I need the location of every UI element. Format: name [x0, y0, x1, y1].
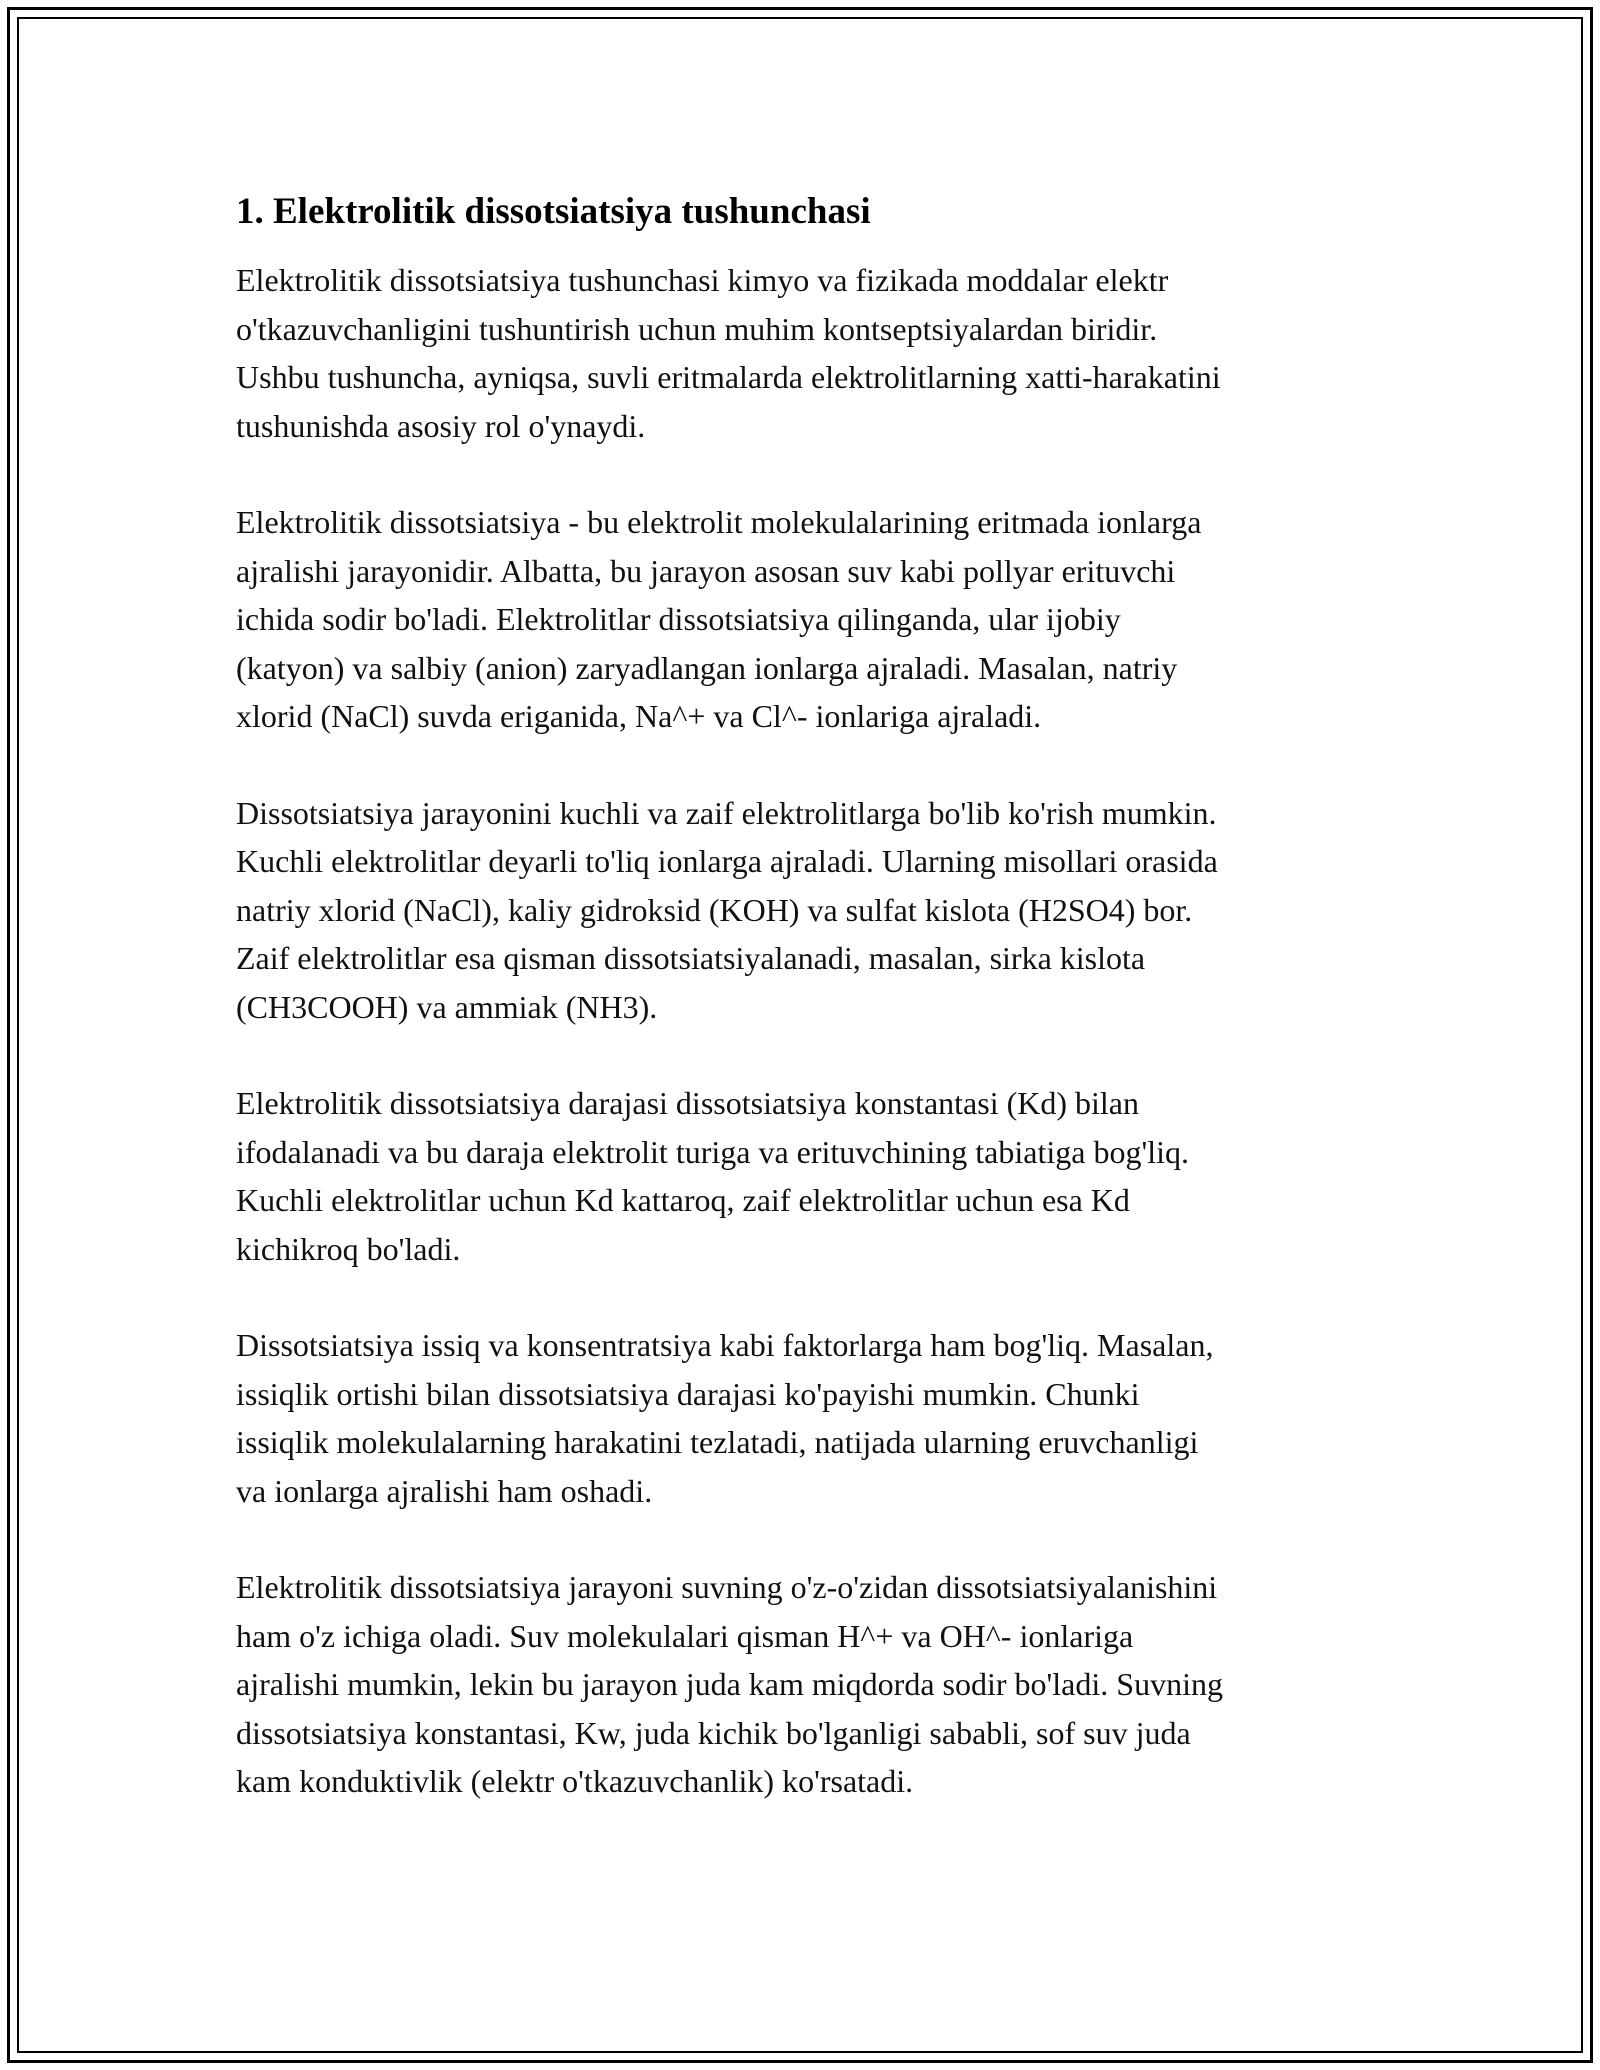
paragraph [236, 498, 1386, 741]
paragraph-line: Zaif elektrolitlar esa qisman dissotsiatsiyalanadi, masalan, sirka kislota [236, 940, 1146, 976]
paragraph-line: tushunishda asosiy rol o'ynaydi. [236, 407, 646, 444]
paragraph-line: (katyon) va salbiy (anion) zaryadlangan ionlarga ajraladi. Masalan, natriy [236, 649, 1178, 686]
paragraph-line: natriy xlorid (NaCl), kaliy gidroksid (KOH) va sulfat kislota (H2SO4) bor. [236, 891, 1193, 928]
paragraph-line: Elektrolitik dissotsiatsiya darajasi dissotsiatsiya konstantasi (Kd) bilan [236, 1085, 1139, 1121]
paragraph-line: ajralishi mumkin, lekin bu jarayon juda kam miqdorda sodir bo'ladi. Suvning [236, 1666, 1223, 1702]
paragraph-line: issiqlik molekulalarning harakatini tezlatadi, natijada ularning eruvchanligi [236, 1424, 1199, 1460]
paragraph [236, 1563, 1386, 1806]
paragraph-line: o'tkazuvchanligini tushuntirish uchun muhim kontseptsiyalardan biridir. [236, 310, 1158, 347]
paragraph-list [236, 256, 1386, 1806]
paragraph-line: ifodalanadi va bu daraja elektrolit turiga va erituvchining tabiatiga bog'liq. [236, 1133, 1189, 1170]
paragraph-line: Ushbu tushuncha, ayniqsa, suvli eritmalarda elektrolitlarning xatti-harakatini [236, 359, 1221, 395]
paragraph-line: ajralishi jarayonidir. Albatta, bu jarayon asosan suv kabi pollyar erituvchi [236, 552, 1176, 589]
paragraph [236, 789, 1386, 1032]
paragraph-line: Elektrolitik dissotsiatsiya tushunchasi kimyo va fizikada moddalar elektr [236, 262, 1169, 298]
paragraph-line: va ionlarga ajralishi ham oshadi. [236, 1472, 653, 1509]
paragraph-line: xlorid (NaCl) suvda eriganida, Na^+ va Cl^- ionlariga ajraladi. [236, 698, 1042, 734]
section-heading: 1. Elektrolitik dissotsiatsiya tushunchasi [236, 191, 871, 232]
paragraph-line: dissotsiatsiya konstantasi, Kw, juda kichik bo'lganligi sababli, sof suv juda [236, 1714, 1191, 1751]
paragraph [236, 256, 1386, 450]
paragraph-line: Elektrolitik dissotsiatsiya - bu elektrolit molekulalarining eritmada ionlarga [236, 504, 1202, 540]
paragraph-line: ichida sodir bo'ladi. Elektrolitlar dissotsiatsiya qilinganda, ular ijobiy [236, 601, 1121, 637]
paragraph-line: Dissotsiatsiya jarayonini kuchli va zaif elektrolitlarga bo'lib ko'rish mumkin. [236, 794, 1217, 831]
paragraph-line: (CH3COOH) va ammiak (NH3). [236, 988, 658, 1025]
paragraph [236, 1321, 1386, 1515]
paragraph-line: Kuchli elektrolitlar deyarli to'liq ionlarga ajraladi. Ularning misollari orasida [236, 843, 1218, 879]
paragraph-line: kichikroq bo'ladi. [236, 1230, 461, 1267]
paragraph-line: ham o'z ichiga oladi. Suv molekulalari qisman H^+ va OH^- ionlariga [236, 1617, 1134, 1654]
paragraph-line: kam konduktivlik (elektr o'tkazuvchanlik) ko'rsatadi. [236, 1763, 914, 1799]
document-body [236, 186, 1386, 1854]
paragraph [236, 1079, 1386, 1273]
paragraph-line: issiqlik ortishi bilan dissotsiatsiya darajasi ko'payishi mumkin. Chunki [236, 1375, 1140, 1412]
paragraph-line: Kuchli elektrolitlar uchun Kd kattaroq, zaif elektrolitlar uchun esa Kd [236, 1182, 1130, 1218]
paragraph-line: Dissotsiatsiya issiq va konsentratsiya kabi faktorlarga ham bog'liq. Masalan, [236, 1327, 1214, 1363]
paragraph-line: Elektrolitik dissotsiatsiya jarayoni suvning o'z-o'zidan dissotsiatsiyalanishini [236, 1569, 1218, 1605]
